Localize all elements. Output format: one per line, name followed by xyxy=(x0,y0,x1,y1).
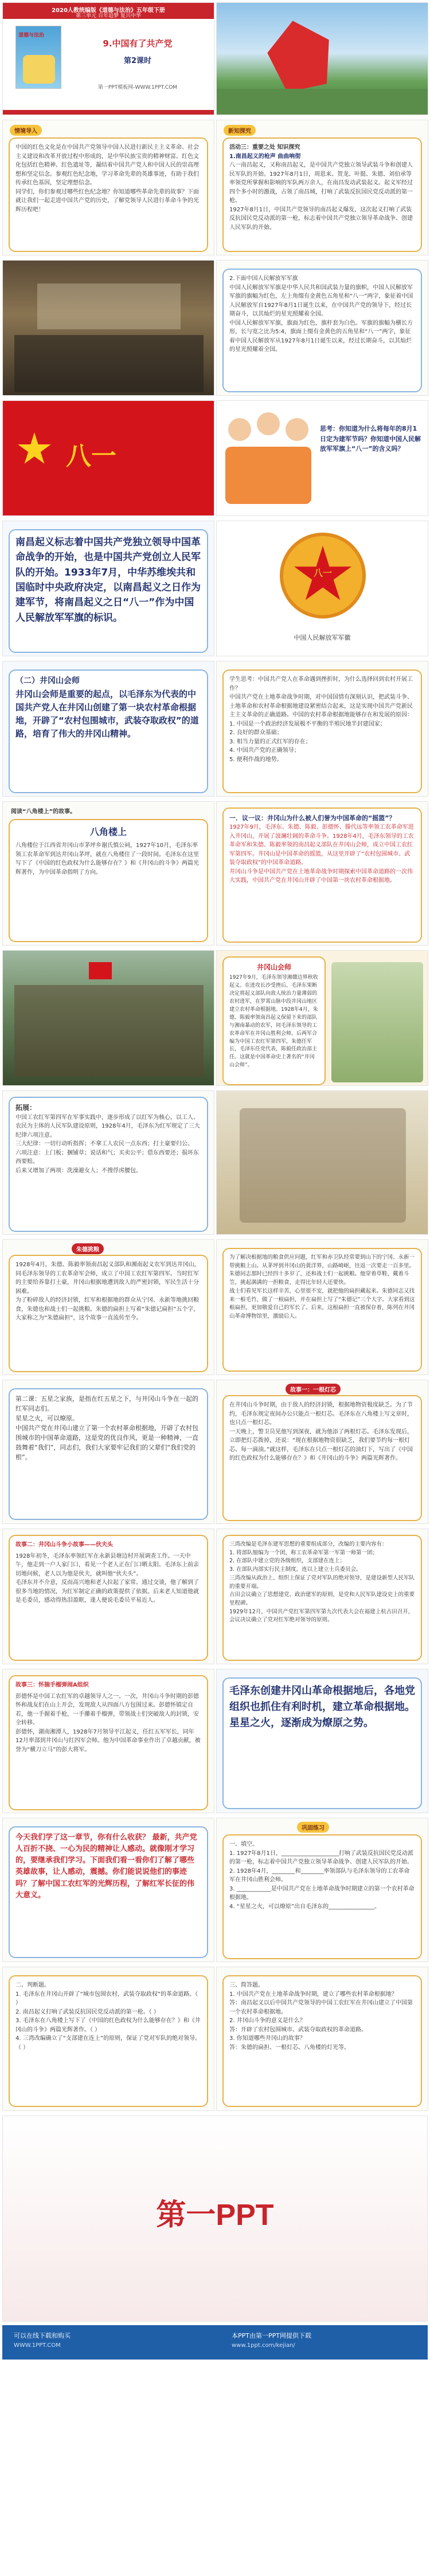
book-illustration xyxy=(23,55,55,84)
row-4 xyxy=(0,398,430,518)
nanchang-text: 八一南昌起义，又称南昌起义，是中国共产党独立领导武装斗争和创建人民军队的开始。1927年8月1日，周恩来、贺龙、叶挺、朱德、刘伯承等率领党所掌握和影响的军队两万余人，在南昌发动武装起义。起义军经过四个多小时的激战，占领了南昌城，打响了武装反抗国民党反动派的第一枪。 1927年8月1日，中国共产党领导的南昌起义爆发，这次起义打响了武装反抗国民党反动派的第一枪，标志着中国共产党独立领导革命战争、创建人民军队的开始。 xyxy=(229,162,413,231)
army-day-text: 南昌起义标志着中国共产党独立领导中国革命战争的开始，也是中国共产党创立人民军队的开始。1933年7月，中华苏维埃共和国临时中央政府决定，以南昌起义之日作为建军节，将南昌起义之日“八一”作为中国人民解放军军旗的标识。 xyxy=(15,537,201,624)
meeting-story-title: 井冈山会师 xyxy=(256,963,291,971)
zhude-text: 1928年4月，朱德、陈毅率领南昌起义部队和湘南起义农军到达井冈山，同毛泽东领导的工农革命军会师，成立了中国工农红军第四军。当时红军的主要给养靠打土豪，井冈山根据地遭到敌人的严密封锁，军民生活十分困难。 为了粉碎敌人的经济封锁，红军和根据地的群众从宁冈、永新等地挑回粮食，朱德也和战士们一起挑粮。朱德的扁担上写着“朱德记扁担”五个字，大家称之为“朱德扁担”，这个故事一直流传至今。 xyxy=(15,1262,200,1321)
meeting-crowd xyxy=(14,985,204,1077)
spark-text: 毛泽东创建井冈山革命根据地后，各地党组织也抓住有利时机，建立革命根据地。星星之火，逐渐成为燎原之势。 xyxy=(229,1685,415,1729)
student-think-card xyxy=(222,669,422,793)
answer-card xyxy=(222,1975,422,2107)
lamp-card xyxy=(222,1395,422,1521)
bajiaolou-text: 八角楼位于江西省井冈山市茅坪乡谢氏慎公祠，1927年10月，毛泽东率领工农革命军到达井冈山茅坪，就在八角楼住了一段时间。毛泽东在这里写下了《中国的红色政权为什么能够存在？》和《井冈山的斗争》两篇光辉著作，为中国革命指明了方向。 xyxy=(15,842,199,876)
student-think-text: 学生思考：中国共产党人在革命遇到挫折时，为什么选择回到农村开展工作？ 中国共产党在土地革命战争时期，对中国国情有深刻认识，把武装斗争、土地革命和农村革命根据地建设紧密结合起来，这是实现中国共产党新民主主义革命的正确道路。中国的农村革命根据地能够存在和发展的原因： 1. 中国是一个政治经济发展极不平衡的半殖民地半封建国家； 2. 良好的群众基础； 3. 相当力量的正式红军的存在； 4. 中国共产党的正确领导； 5. 便利作战的地势。 xyxy=(229,676,413,763)
flag-text: 八一 xyxy=(66,442,116,471)
child-face xyxy=(257,412,280,435)
judge-slide xyxy=(2,1967,214,2111)
bajiaolou-label: 阅读“八角楼上”的故事。 xyxy=(11,809,76,815)
red-flag-icon xyxy=(89,962,112,979)
emblem-text: 八一 xyxy=(313,568,332,578)
row-1 xyxy=(0,0,430,117)
meeting-story-text: 1927年9月，毛泽东领导湘赣边界秋收起义。在进攻长沙受挫后，毛泽东果断决定将起义部队向敌人统治力量薄弱的农村进军，在罗霄山脉中段井冈山地区建立农村革命根据地。1928年4月，朱德、陈毅率领南昌起义保留下来的部队与湘南暴动的农军，同毛泽东领导的工农革命军在井冈山胜利会师。后两军合编为中国工农红军第四军，朱德任军长，毛泽东任党代表，陈毅任政治部主任。这就是中国革命史上著名的“井冈山会师”。 xyxy=(229,975,318,1069)
child-face xyxy=(228,418,251,441)
zhude-detail-card xyxy=(222,1248,422,1372)
row-10 xyxy=(0,1237,430,1377)
zhude-painting xyxy=(240,1108,406,1223)
cook-card xyxy=(9,1535,208,1661)
textbook-cover-image xyxy=(15,26,61,89)
brand-slide xyxy=(2,2116,428,2322)
footer-area xyxy=(0,2113,430,2576)
cook-text: 1928年初冬，毛泽东率领红军在永新县塘边村开展调查工作。一天中午，他走到一户人家门口，看见一个老人正在门口晒太阳。毛泽东上前亲切地问候，老人以为他是伙夫，就叫他“伙夫头”。 毛泽东并不介意，反而高兴地和老人拉起了家常。通过交谈，他了解到了很多当地的情况，为红军制定正确的政策提供了依据。后来老人知道他就是毛委员，感动得热泪盈眶，逢人便说毛委员平易近人。 xyxy=(15,1553,199,1604)
painting-building xyxy=(37,283,181,329)
extension-text: 中国工农红军第四军在军事实践中，逐步形成了以红军为核心，以工人、农民为主体的人民军队建设原则，1928年4月，毛泽东为红军规定了三大纪律六项注意。 三大纪律：一切行动听指挥；不拿工人农民一点东西；打土豪要归公。 六项注意：上门板；捆铺草；说话和气；买卖公平；借东西要还；损坏东西要赔。 后来又增加了两项：洗澡避女人；不搜俘虏腰包。 xyxy=(15,1114,200,1174)
children-illustration xyxy=(222,407,314,510)
discussion-card xyxy=(222,808,422,943)
extension-heading: 拓展： xyxy=(15,1104,37,1112)
five-star-slide xyxy=(2,1380,214,1524)
think-slide xyxy=(216,400,428,516)
footer-bar xyxy=(2,2325,428,2360)
child-face xyxy=(286,418,308,441)
row-3 xyxy=(0,258,430,398)
pengdehuai-slide xyxy=(2,1669,214,1813)
nanchang-uprising-slide xyxy=(216,120,428,255)
lamp-tag: 故事一：一根灯芯 xyxy=(286,1384,341,1395)
footer-left-line1: 可以在线下载和购买 xyxy=(14,2332,71,2339)
meeting-text: 井冈山会师是重要的起点，以毛泽东为代表的中国共产党人在井冈山创建了第一块农村革命根据地，开辟了“农村包围城市，武装夺取政权”的道路，培育了伟大的井冈山精神。 xyxy=(15,688,199,739)
row-14 xyxy=(0,1815,430,1964)
zhude-painting-slide xyxy=(216,1090,428,1235)
summary-slide xyxy=(2,1818,214,1962)
army-emblem-icon xyxy=(280,533,366,619)
children-body xyxy=(225,447,311,504)
row-12 xyxy=(0,1526,430,1667)
five-star-card xyxy=(9,1388,208,1520)
discussion-heading: 一．议一议：井冈山为什么被人们誉为中国革命的“摇篮”？ xyxy=(229,814,396,822)
red-star-monument xyxy=(262,14,338,94)
discussion-slide xyxy=(216,801,428,946)
judge-card xyxy=(9,1975,208,2107)
discussion-text: 1927年9月，毛泽东、朱德、陈毅、彭德怀、滕代远等率领工农革命军进入井冈山，开展了波澜壮阔的革命斗争。1928年4月，毛泽东领导的工农革命军和朱德、陈毅率领的南昌起义部队在井冈山会师，成立中国工农红军第四军。井冈山是中国革命的摇篮，从这里开辟了“农村包围城市、武装夺取政权”的中国革命道路。 井冈山斗争是中国共产党在土地革命战争时期探索中国革命道路的一次伟大实践，中国共产党在井冈山开辟了中国第一块农村革命根据地。 xyxy=(229,824,414,884)
army-flag-slide xyxy=(216,260,428,396)
spark-card xyxy=(222,1677,422,1809)
row-15 xyxy=(0,1964,430,2113)
student-think-slide xyxy=(216,661,428,797)
row-6 xyxy=(0,659,430,799)
meeting-story-card xyxy=(222,956,326,1085)
meeting-card xyxy=(9,669,208,793)
zhude-detail-slide xyxy=(216,1239,428,1375)
row-8 xyxy=(0,948,430,1088)
sanwan-text: 三湾改编是毛泽东建军思想的重要组成部分，改编的主要内容有： 1. 将部队缩编为一个团，称工农革命军第一军第一师第一团； 2. 在部队中建立党的各级组织，支部建在连上； 3. 在部队内部实行民主制度，连以上建立士兵委员会。 三湾改编从政治上、组织上保证了党对军队的绝对领导，是建设新型人民军队的重要开端。 古田会议确立了思想建党、政治建军的原则，是党和人民军队建设史上的重要里程碑。 1929年12月，中国共产党红军第四军第九次代表大会在福建上杭古田召开，会议决议确立了党对红军绝对领导的原则。 xyxy=(229,1541,415,1624)
meeting-painting-slide xyxy=(2,950,214,1086)
row-11 xyxy=(0,1377,430,1526)
judge-text: 二、判断题。 1. 毛泽东在井冈山开辟了“城市包围农村，武装夺取政权”的革命道路。（ ） 2. 南昌起义打响了武装反抗国民党反动派的第一枪。（ ） 3. 毛泽东在八角楼上写下了《中国的红色政权为什么能够存在？》和《井冈山的斗争》两篇光辉著作。（ ） 4. 三湾改编确立了“支部建在连上”的原则，保证了党对军队的绝对领导。（ ） xyxy=(15,1982,201,2051)
nanchang-subhead: 1.南昌起义的枪声 曲曲响彻 xyxy=(229,153,301,160)
soldiers-illustration xyxy=(331,962,423,1082)
answer-text: 三、简答题。 1. 中国共产党在土地革命战争时期，建立了哪些农村革命根据地？ 答：南昌起义以后中国共产党领导的中国工农红军在井冈山建立了中国第一个农村革命根据地。 2. 井冈山斗争的意义是什么？ 答：开辟了农村包围城市、武装夺取政权的革命道路。 3. 你知道哪些井冈山的故事？ 答：朱德的扁担、一根灯芯、八角楼的灯光等。 xyxy=(229,1982,413,2051)
intro-slide xyxy=(2,120,214,255)
bajiaolou-slide xyxy=(2,801,214,946)
row-13 xyxy=(0,1667,430,1815)
painting-slide xyxy=(2,260,214,396)
explore-tag: 新知探究 xyxy=(224,125,256,136)
pengdehuai-card xyxy=(9,1675,208,1810)
zhude-detail-text: 为了解决根据地的粮食供应问题，红军和赤卫队经常要到山下的宁冈、永新一带挑粮上山。从茅坪到井冈山的黄洋界，山路崎岖，往返一次要走一百多里。朱德同志那时已经四十多岁了，还和战士们一起挑粮。他穿着草鞋，戴着斗笠，挑起满满的一担粮食，走得比年轻人还要快。 战士们看见军长这样辛苦，心里很不安，就把他的扁担藏起来。朱德同志又找来一根毛竹，做了一根扁担，并在扁担上写了“朱德记”三个大字。大家看到这根扁担，更加敬爱自己的军长了。后来，这根扁担一直被保存着，陈列在井冈山革命博物馆里，激励后人。 xyxy=(229,1254,415,1320)
flag-slide xyxy=(2,400,214,516)
brand-logo: 第一PPT xyxy=(156,2199,274,2232)
painting-crowd xyxy=(14,335,204,392)
spark-slide xyxy=(216,1669,428,1813)
cover-subtitle: 第三单元 百年追梦 复兴中华 xyxy=(76,13,141,19)
cover-slide xyxy=(2,2,214,115)
zhude-tag: 朱德挑粮 xyxy=(72,1243,104,1254)
lamp-text: 在井冈山斗争时期，由于敌人的经济封锁，根据地物资极度缺乏。为了节约，毛泽东规定夜间办公只能点一根灯芯。毛泽东在八角楼上写文章时，也只点一根灯芯。 一天晚上，警卫员见他写到深夜，就为他添了两根灯芯。毛泽东发现后，立即把灯芯拨掉，还说：“现在根据地物资很缺乏，我们要节约每一根灯芯、每一滴油。”就这样，毛泽东在只点一根灯芯的油灯下，写出了《中国的红色政权为什么能够存在？》和《井冈山的斗争》两篇光辉著作。 xyxy=(229,1402,413,1462)
bajiaolou-title: 八角楼上 xyxy=(89,826,127,837)
row-2 xyxy=(0,117,430,258)
practice-text: 一、填空。 1. 1927年8月1日，____________________打响了武装反抗国民党反动派的第一枪，标志着中国共产党独立领导革命战争、创建人民军队的开始。 2. 1928年4月，________和________率领部队与毛泽东领导的工农革命军在井冈山胜利会师。 3. ____________是中国共产党在土地革命战争时期建立的第一个农村革命根据地。 4. “星星之火，可以燎原”出自毛泽东的________________。 xyxy=(229,1841,415,1910)
emblem-slide xyxy=(216,521,428,656)
extension-card xyxy=(9,1097,208,1232)
cover-bottom-bar xyxy=(3,110,214,115)
jinggangshan-meeting-slide xyxy=(2,661,214,797)
army-day-slide xyxy=(2,521,214,656)
army-day-card xyxy=(9,529,208,653)
extension-slide xyxy=(2,1090,214,1235)
army-flag-text: 2.下面中国人民解放军军旗 中国人民解放军军旗是中华人民共和国武装力量的旗帜，中国人民解放军军旗的旗幅为红色，左上角缀有金黄色五角星和“八一”两字，象征着中国人民解放军自1927年8月1日诞生以来，在中国共产党的领导下，经过长期奋斗，以其灿烂的星光照耀着全国。 中国人民解放军军旗，旗面为红色，旗杆套为白色。军旗的旗幅为横长方形，长与宽之比为5:4，旗面上缀有金黄色的五角星和“八一”两字，象征着中国人民解放军从1927年8月1日诞生以来，经过长期奋斗，以其灿烂的星光照耀着全国。 xyxy=(229,275,413,353)
pengdehuai-text: 彭德怀是中国工农红军的卓越领导人之一。一次，井冈山斗争时期的彭德怀和战友们在山上开会，发现敌人从四面八方包围过来。彭德怀镇定自若，他一手握着手枪，一手攥着手榴弹，带领战士们突破敌人的封锁，安全转移。 彭德怀，湖南湘潭人，1928年7月领导平江起义，任红五军军长，同年12月率部到井冈山与红四军会师。他为中国革命事业作出了卓越贡献，被誉为“横刀立马”的彭大将军。 xyxy=(15,1693,201,1753)
trees xyxy=(217,89,428,115)
cover-title: 2020人教统编版《道德与法治》五年级下册 xyxy=(52,7,165,14)
nanchang-card xyxy=(222,137,422,252)
practice-card xyxy=(222,1834,422,1959)
summary-text: 今天我们学了这一章节，你有什么收获？ 最新，共产党人百折不挠、一心为民的精神让人感动。就像刚才学习的，要继承我们学习。下面我们看一看你们了解了哪些英雄故事，让人感动，震撼。你们能说说他们的事迹吗？了解中国工农红军的光辉历程，了解红军长征的伟大意义。 xyxy=(15,1833,197,1900)
row-7 xyxy=(0,799,430,948)
lesson-period: 第2课时 xyxy=(123,57,152,65)
summary-card xyxy=(9,1826,208,1958)
footer-right-line2[interactable]: www.1ppt.com/kejian/ xyxy=(232,2342,295,2349)
flag-star-icon xyxy=(17,432,52,467)
lamp-story-slide xyxy=(216,1380,428,1524)
book-brand: 道德与法治 xyxy=(18,33,45,38)
cook-tag: 故事二：井冈山斗争小故事——伙夫头 xyxy=(15,1542,113,1548)
site-text: 第一PPT模板网-WWW.1PPT.COM xyxy=(97,85,178,90)
zhude-card xyxy=(9,1255,208,1372)
row-9 xyxy=(0,1088,430,1237)
meeting-heading: （二）井冈山会师 xyxy=(15,676,80,686)
army-flag-card xyxy=(222,269,422,392)
sanwan-slide xyxy=(216,1529,428,1664)
emblem-label: 中国人民解放军军徽 xyxy=(294,634,351,641)
practice-slide xyxy=(216,1818,428,1962)
intro-card xyxy=(9,137,208,252)
intro-text: 中国的红色文化是在中国共产党领导中国人民进行新民主主义革命、社会主义建设和改革开放过程中形成的，是中华民族宝贵的精神财富。红色文化包括红色精神、红色遗址等，凝结着中国共产党人和中国人民的崇高理想和坚定信念。参观红色纪念地，学习革命先辈的英雄事迹，有助于我们传承红色基因，坚定理想信念。 同学们，你们参观过哪些红色纪念地？你知道哪些革命先辈的故事？下面就让我们一起走进中国共产党的历史，了解党领导人民进行革命斗争的光辉历程吧！ xyxy=(15,144,199,213)
nanchang-heading: 活动三：重要之处 知识探究 xyxy=(229,144,300,151)
bajiaolou-card xyxy=(9,819,208,942)
row-5 xyxy=(0,518,430,659)
zhude-story-slide xyxy=(2,1239,214,1375)
cook-story-slide xyxy=(2,1529,214,1664)
think-question: 思考：你知道为什么将每年的8月1日定为建军节吗？你知道中国人民解放军军旗上“八一”的含义吗？ xyxy=(320,425,421,453)
sanwan-card xyxy=(222,1535,422,1661)
pengdehuai-tag: 故事三：怀揣手榴弹闹A组织 xyxy=(15,1682,89,1688)
five-star-text: 第二课：五星之家族，是指在红五星之下，与井冈山斗争在一起的红军同志们。 星星之火，可以燎原。 中国共产党在井冈山建立了第一个农村革命根据地，开辟了农村包围城市的中国革命道路，这是党的优良作风，更是一种精神，一直鼓舞着“我们”，同志们，我们大家要牢记我们的父辈们“我们党的根”。 xyxy=(15,1395,198,1462)
footer-left-line2[interactable]: WWW.1PPT.COM xyxy=(14,2342,61,2349)
meeting-story-slide xyxy=(216,950,428,1086)
monument-photo-slide xyxy=(216,2,428,115)
footer-right-line1: 本PPT由第一PPT网提供下载 xyxy=(232,2332,311,2339)
answer-slide xyxy=(216,1967,428,2111)
intro-tag: 情境导入 xyxy=(10,125,42,136)
practice-tag: 巩固练习 xyxy=(297,1822,329,1833)
lesson-title: 9.中国有了共产党 xyxy=(103,38,173,49)
